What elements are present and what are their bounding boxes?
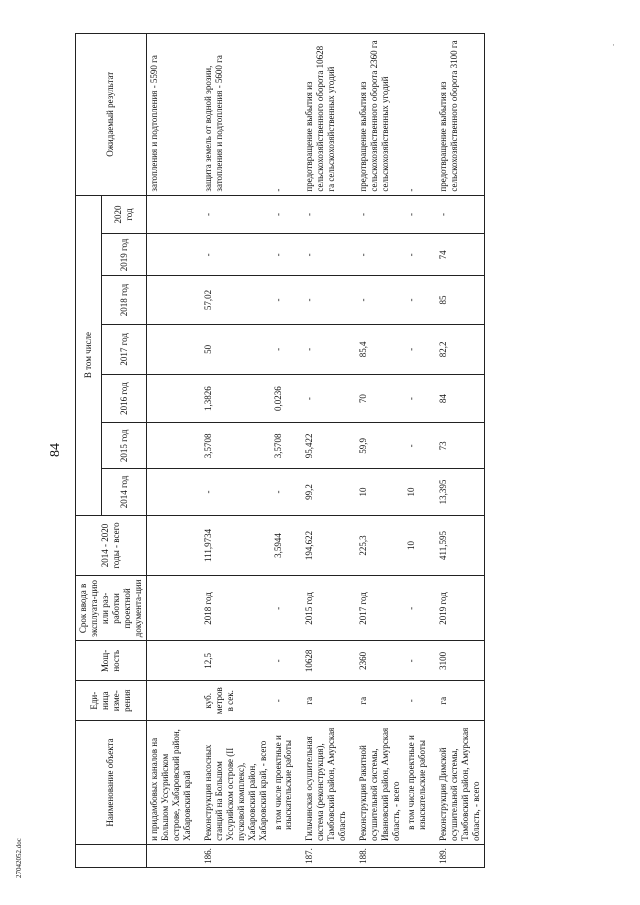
unit-cell: га: [430, 681, 484, 721]
total-cell: 411,595: [430, 515, 484, 576]
total-cell: 111,9734: [195, 515, 271, 576]
year-value-cell: 82,2: [430, 324, 484, 374]
total-cell: 194,622: [296, 515, 350, 576]
year-value-cell: 50: [195, 324, 271, 374]
object-name: Реконструкция насосных станций на Большом Уссурийском острове (II пусковой комплекс), Хабаровский район, Хабаровский край, - всего: [195, 721, 271, 845]
year-value-cell: 85,4: [350, 324, 404, 374]
header-year: 2018 год: [102, 276, 146, 324]
unit-cell: га: [350, 681, 404, 721]
unit-cell: -: [404, 681, 430, 721]
year-value-cell: 3,5708: [195, 423, 271, 469]
year-value-cell: [146, 374, 194, 422]
document-code: 27042052.doc: [15, 838, 23, 878]
header-total: 2014 - 2020 годы - всего: [76, 515, 147, 576]
unit-cell: га: [296, 681, 350, 721]
year-value-cell: 57,02: [195, 276, 271, 324]
year-value-cell: -: [271, 276, 297, 324]
year-value-cell: -: [350, 276, 404, 324]
total-cell: 225,3: [350, 515, 404, 576]
year-value-cell: 85: [430, 276, 484, 324]
row-number: 189.: [430, 844, 484, 867]
year-value-cell: -: [350, 195, 404, 234]
year-value-cell: 74: [430, 234, 484, 276]
year-value-cell: [146, 195, 194, 234]
year-value-cell: -: [195, 469, 271, 515]
year-value-cell: 99,2: [296, 469, 350, 515]
unit-cell: [146, 681, 194, 721]
year-value-cell: -: [195, 195, 271, 234]
expected-result-cell: -: [271, 34, 297, 196]
year-value-cell: -: [271, 469, 297, 515]
year-value-cell: -: [404, 195, 430, 234]
deadline-cell: 2018 год: [195, 576, 271, 641]
year-value-cell: [146, 469, 194, 515]
table-row: [195, 34, 271, 868]
year-value-cell: [146, 234, 194, 276]
capacity-cell: 2360: [350, 641, 404, 681]
header-capacity: Мощ-ность: [76, 641, 147, 681]
capacity-cell: 10628: [296, 641, 350, 681]
object-name: Реконструкция Ракитной осушительной системы, Ивановский район, Амурская область, - всего: [350, 721, 404, 845]
year-value-cell: 1,3826: [195, 374, 271, 422]
object-name: Гильчинская осушительная система (реконструкция), Тамбовский район, Амурская область: [296, 721, 350, 845]
header-object-name: Наименование объекта: [76, 721, 147, 845]
year-value-cell: -: [404, 234, 430, 276]
deadline-cell: [146, 576, 194, 641]
year-value-cell: -: [271, 195, 297, 234]
table-row: [350, 34, 404, 868]
capacity-cell: -: [271, 641, 297, 681]
expected-result-cell: предотвращение выбытия из сельскохозяйственного оборота 10628 га сельскохозяйственных угодий: [296, 34, 350, 196]
header-including: В том числе: [76, 195, 102, 515]
year-value-cell: 84: [430, 374, 484, 422]
row-number: 186.: [195, 844, 271, 867]
year-value-cell: 70: [350, 374, 404, 422]
expected-result-cell: защита земель от водной эрозии, затопления и подтопления - 5600 га: [195, 34, 271, 196]
row-number: 187.: [296, 844, 350, 867]
year-value-cell: 73: [430, 423, 484, 469]
year-value-cell: -: [296, 324, 350, 374]
year-value-cell: 10: [404, 469, 430, 515]
year-value-cell: 3,5708: [271, 423, 297, 469]
year-value-cell: -: [195, 234, 271, 276]
table-body: [146, 34, 484, 868]
object-name: Реконструкция Димской осушительной системы, Тамбовский район, Амурская область, - всего: [430, 721, 484, 845]
table-row: [404, 34, 430, 868]
row-number: [404, 844, 430, 867]
total-cell: 10: [404, 515, 430, 576]
table-header: [76, 34, 147, 868]
year-value-cell: -: [404, 423, 430, 469]
unit-cell: куб. метров в сек.: [195, 681, 271, 721]
year-value-cell: 10: [350, 469, 404, 515]
header-year: 2016 год: [102, 374, 146, 422]
table-row: [430, 34, 484, 868]
header-unit: Еди-ница изме-рения: [76, 681, 147, 721]
header-expected-result: Ожидаемый результат: [76, 34, 147, 196]
year-value-cell: 95,422: [296, 423, 350, 469]
total-cell: 3,5944: [271, 515, 297, 576]
row-number: [146, 844, 194, 867]
expected-result-cell: -: [404, 34, 430, 196]
deadline-cell: -: [271, 576, 297, 641]
deadline-cell: -: [404, 576, 430, 641]
year-value-cell: 59,9: [350, 423, 404, 469]
header-deadline: Срок ввода в эксплуата-цию или раз-работки проектной документа-ции: [76, 576, 147, 641]
expected-result-cell: затопления и подтопления - 5590 га: [146, 34, 194, 196]
year-value-cell: [146, 324, 194, 374]
object-name: в том числе проектные и изыскательские работы: [404, 721, 430, 845]
year-value-cell: -: [404, 324, 430, 374]
year-value-cell: -: [430, 195, 484, 234]
header-number: [76, 844, 147, 867]
capacity-cell: 3100: [430, 641, 484, 681]
margin-mark: ·: [612, 40, 615, 50]
deadline-cell: 2015 год: [296, 576, 350, 641]
table-row: [146, 34, 194, 868]
deadline-cell: 2017 год: [350, 576, 404, 641]
total-cell: [146, 515, 194, 576]
deadline-cell: 2019 год: [430, 576, 484, 641]
object-name: в том числе проектные и изыскательские работы: [271, 721, 297, 845]
year-value-cell: -: [296, 374, 350, 422]
year-value-cell: -: [296, 195, 350, 234]
capacity-cell: -: [404, 641, 430, 681]
row-number: 188.: [350, 844, 404, 867]
rotated-table-container: [75, 33, 585, 868]
year-value-cell: -: [271, 234, 297, 276]
header-year: 2015 год: [102, 423, 146, 469]
expected-result-cell: предотвращение выбытия из сельскохозяйственного оборота 2360 га сельскохозяйственных угодий: [350, 34, 404, 196]
year-value-cell: -: [404, 374, 430, 422]
capacity-cell: [146, 641, 194, 681]
year-value-cell: 0,0236: [271, 374, 297, 422]
year-value-cell: -: [271, 324, 297, 374]
unit-cell: -: [271, 681, 297, 721]
year-value-cell: [146, 423, 194, 469]
year-value-cell: -: [296, 234, 350, 276]
header-year: 2020 год: [102, 195, 146, 234]
page-number: 84: [48, 443, 63, 457]
object-name: и придамбовых каналов на Большом Уссурийском острове, Хабаровский район, Хабаровский край: [146, 721, 194, 845]
year-value-cell: -: [350, 234, 404, 276]
year-value-cell: -: [404, 276, 430, 324]
header-year: 2019 год: [102, 234, 146, 276]
year-value-cell: [146, 276, 194, 324]
row-number: [271, 844, 297, 867]
header-year: 2017 год: [102, 324, 146, 374]
table-row: [296, 34, 350, 868]
year-value-cell: -: [296, 276, 350, 324]
expected-result-cell: предотвращение выбытия из сельскохозяйственного оборота 3100 га: [430, 34, 484, 196]
capacity-cell: 12,5: [195, 641, 271, 681]
table-row: [271, 34, 297, 868]
year-value-cell: 13,395: [430, 469, 484, 515]
objects-table: [75, 33, 485, 868]
header-year: 2014 год: [102, 469, 146, 515]
